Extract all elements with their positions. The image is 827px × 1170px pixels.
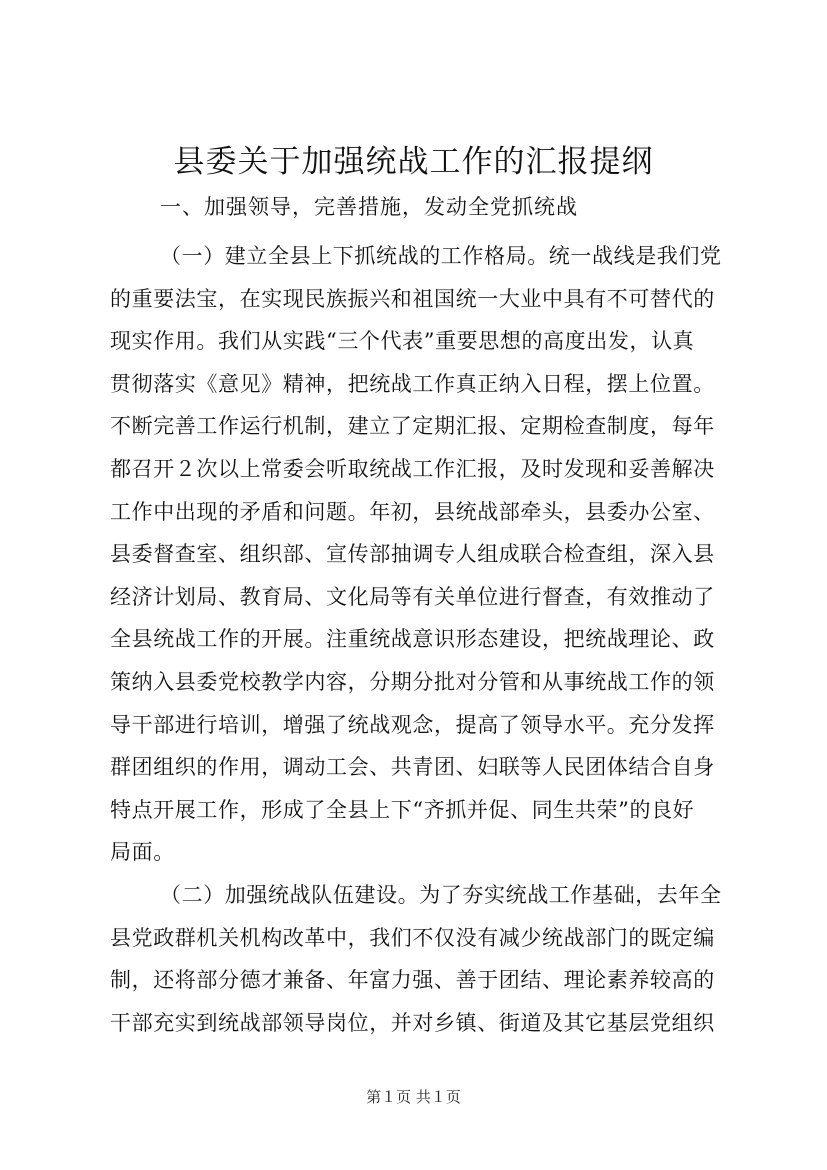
body-line: 现实作用。我们从实践“三个代表”重要思想的高度出发，认真 xyxy=(110,329,695,354)
body-line: 群团组织的作用，调动工会、共青团、妇联等人民团体结合自身 xyxy=(110,755,715,780)
body-line: 策纳入县委党校教学内容，分期分批对分管和从事统战工作的领 xyxy=(110,670,715,694)
body-line: 导干部进行培训，增强了统战观念，提高了领导水平。充分发挥 xyxy=(110,712,715,737)
body-line: （二）加强统战队伍建设。为了夯实统战工作基础，去年全 xyxy=(160,883,722,907)
page-footer: 第１页 共１页 xyxy=(366,1088,461,1106)
section-heading: 一、加强领导，完善措施，发动全党抓统战 xyxy=(160,195,578,219)
body-line: 都召开２次以上常委会听取统战工作汇报，及时发现和妥善解决 xyxy=(110,457,715,481)
body-line: 工作中出现的矛盾和问题。年初，县统战部牵头，县委办公室、 xyxy=(110,499,715,524)
body-line: 县委督查室、组织部、宣传部抽调专人组成联合检查组，深入县 xyxy=(110,542,715,567)
document-title: 县委关于加强统战工作的汇报提纲 xyxy=(173,144,654,180)
body-line: 干部充实到统战部领导岗位，并对乡镇、街道及其它基层党组织 xyxy=(110,1010,715,1035)
body-line: 不断完善工作运行机制，建立了定期汇报、定期检查制度，每年 xyxy=(110,414,715,439)
body-line: 局面。 xyxy=(110,840,175,865)
body-line: 制，还将部分德才兼备、年富力强、善于团结、理论素养较高的 xyxy=(110,968,715,993)
body-line: 特点开展工作，形成了全县上下“齐抓并促、同生共荣”的良好 xyxy=(110,797,695,822)
body-line: 全县统战工作的开展。注重统战意识形态建设，把统战理论、政 xyxy=(110,627,715,652)
body-line: 贯彻落实《意见》精神，把统战工作真正纳入日程，摆上位置。 xyxy=(110,371,715,396)
body-line: （一）建立全县上下抓统战的工作格局。统一战线是我们党 xyxy=(160,244,722,268)
body-line: 县党政群机关机构改革中，我们不仅没有减少统战部门的既定编 xyxy=(110,925,715,950)
body-line: 经济计划局、教育局、文化局等有关单位进行督查，有效推动了 xyxy=(110,584,715,609)
body-line: 的重要法宝，在实现民族振兴和祖国统一大业中具有不可替代的 xyxy=(110,286,715,311)
